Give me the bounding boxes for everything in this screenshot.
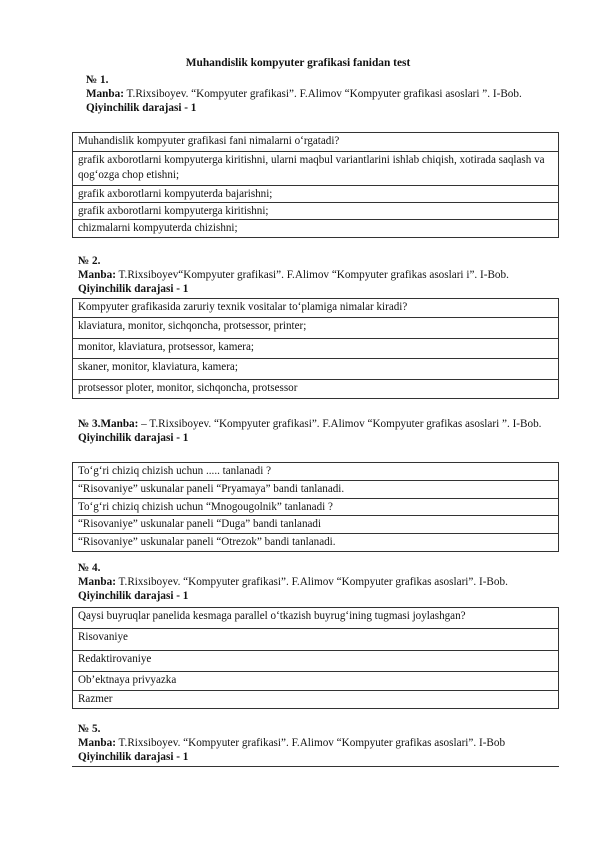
answer-option: Razmer — [72, 691, 559, 709]
answer-option: monitor, klaviatura, protsessor, kamera; — [72, 339, 559, 359]
source-text: T.Rixsiboyev. “Kompyuter grafikasi”. F.Alimov “Kompyuter grafikas asoslari”. I-Bob. — [118, 576, 508, 588]
source-label: Manba: — [78, 737, 116, 749]
answer-option: “Risovaniye” uskunalar paneli “Pryamaya” bandi tanlanadi. — [72, 481, 559, 499]
question-source — [78, 417, 548, 431]
question-number: № 5. — [78, 723, 101, 735]
source-text: T.Rixsiboyev. “Kompyuter grafikasi”. F.Alimov “Kompyuter grafikas asoslari”. I-Bob — [118, 737, 506, 749]
question-source — [78, 575, 548, 589]
source-label: Manba: — [78, 269, 116, 281]
question-text: Kompyuter grafikasida zaruriy texnik vositalar to‘plamiga nimalar kiradi? — [72, 299, 559, 318]
difficulty-level: Qiyinchilik darajasi - 1 — [86, 102, 197, 114]
answer-option: klaviatura, monitor, sichqoncha, protsessor, printer; — [72, 318, 559, 339]
question-text: Muhandislik kompyuter grafikasi fani nimalarni o‘rgatadi? — [72, 133, 559, 152]
source-text: – T.Rixsiboyev. “Kompyuter grafikasi”. F.Alimov “Kompyuter grafikas asoslari ”. I-Bob. — [141, 418, 542, 430]
question-5-table-top-border — [72, 766, 559, 767]
difficulty-level: Qiyinchilik darajasi - 1 — [78, 432, 189, 444]
answer-option: grafik axborotlarni kompyuterga kiritishni, ularni maqbul variantlarini ishlab chiqish, xotirada saqlash va qog‘ozga chop etishni; — [72, 152, 559, 186]
question-number: № 3. — [78, 418, 101, 430]
answer-option: Redaktirovaniye — [72, 651, 559, 672]
answer-option: “Risovaniye” uskunalar paneli “Duga” bandi tanlanadi — [72, 516, 559, 534]
question-number: № 4. — [78, 562, 101, 574]
question-3-header — [78, 417, 548, 445]
question-number: № 2. — [78, 255, 101, 267]
question-4-header — [78, 561, 548, 603]
source-label: Manba: — [100, 418, 139, 430]
source-label: Manba: — [86, 88, 124, 100]
answer-option: Risovaniye — [72, 629, 559, 651]
question-3-table — [72, 462, 559, 552]
question-text: Qaysi buyruqlar panelida kesmaga parallel o‘tkazish buyrug‘ining tugmasi joylashgan? — [72, 608, 559, 629]
question-4-table — [72, 607, 559, 709]
source-text: T.Rixsiboyev. “Kompyuter grafikasi”. F.Alimov “Kompyuter grafikasi asoslari ”. I-Bob. — [126, 88, 522, 100]
source-label: Manba: — [78, 576, 116, 588]
answer-option: Ob’ektnaya privyazka — [72, 672, 559, 691]
difficulty-level: Qiyinchilik darajasi - 1 — [78, 283, 189, 295]
answer-option: grafik axborotlarni kompyuterga kiritishni; — [72, 203, 559, 220]
question-text: To‘g‘ri chiziq chizish uchun ..... tanlanadi ? — [72, 463, 559, 481]
document-title: Muhandislik kompyuter grafikasi fanidan test — [185, 57, 411, 69]
difficulty-level: Qiyinchilik darajasi - 1 — [78, 590, 189, 602]
difficulty-level: Qiyinchilik darajasi - 1 — [78, 751, 189, 763]
question-source — [86, 87, 546, 101]
question-1-table — [72, 132, 559, 238]
answer-option: protsessor ploter, monitor, sichqoncha, protsessor — [72, 380, 559, 399]
answer-option: grafik axborotlarni kompyuterda bajarishni; — [72, 186, 559, 203]
question-source — [78, 268, 548, 282]
question-2-header — [78, 254, 548, 296]
answer-option: skaner, monitor, klaviatura, kamera; — [72, 359, 559, 380]
question-1-header — [86, 73, 546, 115]
question-5-header — [78, 722, 548, 764]
source-text: T.Rixsiboyev“Kompyuter grafikasi”. F.Alimov “Kompyuter grafikas asoslari i”. I-Bob. — [118, 269, 509, 281]
answer-option: “Risovaniye” uskunalar paneli “Otrezok” bandi tanlanadi. — [72, 534, 559, 552]
question-number: № 1. — [86, 74, 109, 86]
answer-option: To‘g‘ri chiziq chizish uchun “Mnogougolnik” tanlanadi ? — [72, 499, 559, 516]
answer-option: chizmalarni kompyuterda chizishni; — [72, 220, 559, 238]
question-source — [78, 736, 548, 750]
question-2-table — [72, 298, 559, 399]
